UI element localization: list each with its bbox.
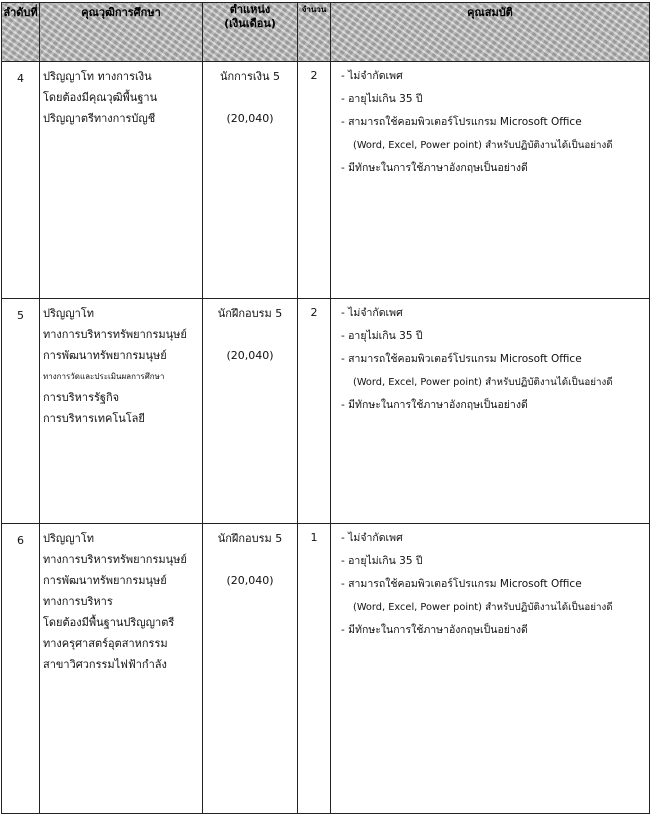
header-no: ลำดับที่ [2, 3, 40, 62]
qualification-line: สาขาวิศวกรรมไฟฟ้ากำลัง [43, 658, 167, 671]
qualification-line: ทางการบริหาร [43, 595, 113, 608]
qualification-line: ปริญญาโท [43, 307, 94, 320]
property-line: - ไม่จำกัดเพศ [341, 307, 403, 319]
property-line: - ไม่จำกัดเพศ [341, 532, 403, 544]
header-properties: คุณสมบัติ [331, 3, 650, 62]
table-row [2, 299, 650, 524]
row-number: 4 [2, 62, 40, 299]
property-line: (Word, Excel, Power point) สำหรับปฏิบัติงานได้เป็นอย่างดี [353, 140, 613, 151]
properties-cell [331, 524, 650, 814]
property-line: - สามารถใช้คอมพิวเตอร์โปรแกรม Microsoft Office [341, 578, 582, 590]
table-row [2, 524, 650, 814]
header-row [2, 3, 650, 62]
properties-cell [331, 299, 650, 524]
property-line: - สามารถใช้คอมพิวเตอร์โปรแกรม Microsoft Office [341, 116, 582, 128]
count-cell: 1 [298, 524, 331, 814]
row-number: 5 [2, 299, 40, 524]
qualification-line: ปริญญาโท ทางการเงิน [43, 70, 152, 83]
qualification-line: การพัฒนาทรัพยากรมนุษย์ [43, 349, 167, 362]
count-cell: 2 [298, 299, 331, 524]
property-line: - มีทักษะในการใช้ภาษาอังกฤษเป็นอย่างดี [341, 162, 528, 174]
position-salary: (20,040) [226, 112, 274, 125]
qualification-line: ทางการบริหารทรัพยากรมนุษย์ [43, 553, 187, 566]
position-cell [203, 524, 298, 814]
position-salary: (20,040) [226, 574, 274, 587]
qualification-line: ปริญญาโท [43, 532, 94, 545]
property-line: (Word, Excel, Power point) สำหรับปฏิบัติงานได้เป็นอย่างดี [353, 377, 613, 388]
header-count: จำนวน [298, 3, 331, 62]
position-title: นักฝึกอบรม 5 [217, 532, 283, 545]
qualification-line: การบริหารเทคโนโลยี [43, 412, 145, 425]
qualification-line: ทางการบริหารทรัพยากรมนุษย์ [43, 328, 187, 341]
properties-cell [331, 62, 650, 299]
position-salary: (20,040) [226, 349, 274, 362]
qualification-cell [40, 524, 203, 814]
qualification-line: การบริหารรัฐกิจ [43, 391, 120, 404]
property-line: (Word, Excel, Power point) สำหรับปฏิบัติงานได้เป็นอย่างดี [353, 602, 613, 613]
property-line: - ไม่จำกัดเพศ [341, 70, 403, 82]
property-line: - มีทักษะในการใช้ภาษาอังกฤษเป็นอย่างดี [341, 399, 528, 411]
position-cell [203, 299, 298, 524]
header-position-title: ตำแหน่ง [229, 3, 271, 16]
qualification-line: ปริญญาตรีทางการบัญชี [43, 112, 156, 125]
property-line: - อายุไม่เกิน 35 ปี [341, 330, 423, 342]
qualification-table [1, 2, 650, 814]
table-row [2, 62, 650, 299]
qualification-cell [40, 62, 203, 299]
row-number: 6 [2, 524, 40, 814]
position-cell [203, 62, 298, 299]
qualification-cell [40, 299, 203, 524]
property-line: - อายุไม่เกิน 35 ปี [341, 93, 423, 105]
position-title: นักการเงิน 5 [219, 70, 281, 83]
qualification-line: โดยต้องมีคุณวุฒิพื้นฐาน [43, 91, 158, 104]
qualification-line: โดยต้องมีพื้นฐานปริญญาตรี [43, 616, 175, 629]
property-line: - มีทักษะในการใช้ภาษาอังกฤษเป็นอย่างดี [341, 624, 528, 636]
qualification-line: การพัฒนาทรัพยากรมนุษย์ [43, 574, 167, 587]
header-position-salary: (เงินเดือน) [224, 17, 276, 30]
property-line: - สามารถใช้คอมพิวเตอร์โปรแกรม Microsoft Office [341, 353, 582, 365]
count-cell: 2 [298, 62, 331, 299]
property-line: - อายุไม่เกิน 35 ปี [341, 555, 423, 567]
qualification-line: ทางการวัดและประเมินผลการศึกษา [43, 372, 165, 381]
header-qualification: คุณวุฒิการศึกษา [40, 3, 203, 62]
qualification-line: ทางครุศาสตร์อุตสาหกรรม [43, 637, 168, 650]
position-title: นักฝึกอบรม 5 [217, 307, 283, 320]
header-position [203, 3, 298, 62]
